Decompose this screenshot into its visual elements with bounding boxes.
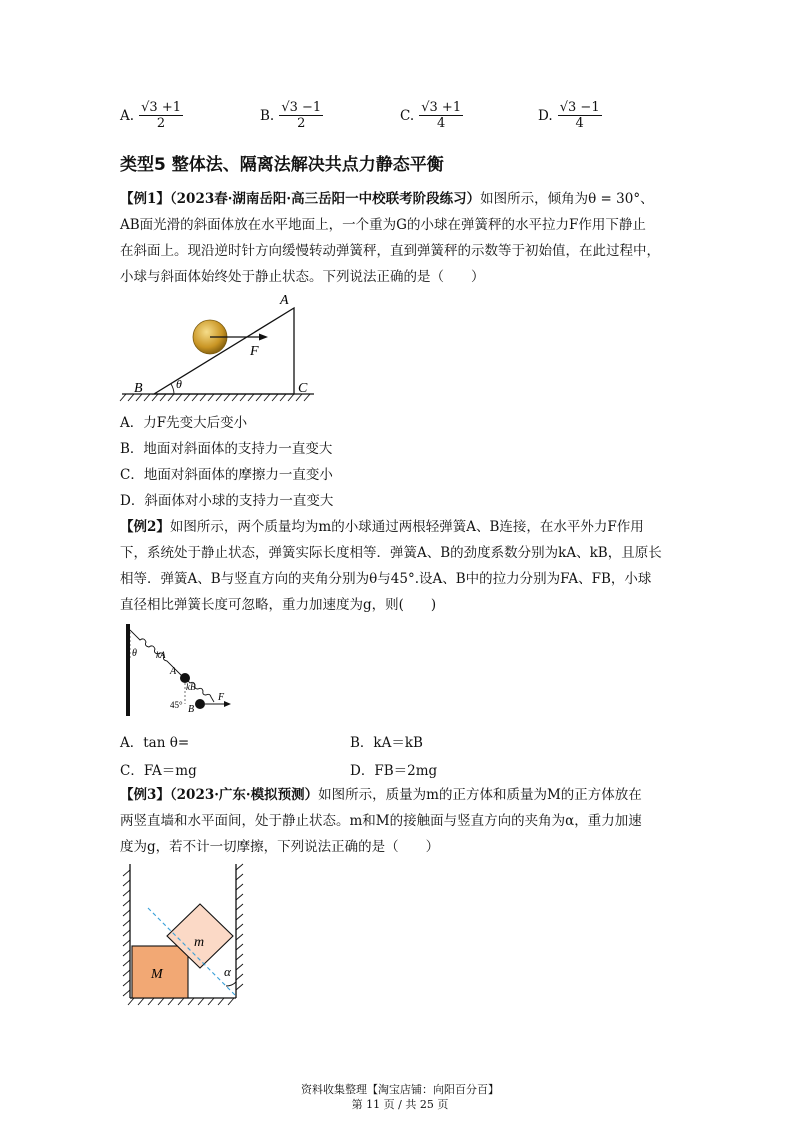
option-letter: A. bbox=[120, 108, 135, 124]
fraction-numerator: √3 +1 bbox=[141, 100, 181, 115]
option-b[interactable]: B．地面对斜面体的支持力一直变大 bbox=[120, 441, 333, 457]
fraction-denominator: 4 bbox=[437, 116, 446, 131]
right-wall-hatch bbox=[236, 864, 243, 990]
footer-page-number: 第 11 页 / 共 25 页 bbox=[351, 1098, 449, 1111]
example-1-line-1 bbox=[120, 186, 680, 212]
option-c[interactable]: C．FA＝mg bbox=[120, 763, 197, 779]
example-1-line-4: 小球与斜面体始终处于静止状态。下列说法正确的是（ ） bbox=[120, 269, 485, 285]
theta-arc bbox=[171, 384, 174, 394]
example-1-options bbox=[120, 410, 333, 514]
label-angle: 45° bbox=[170, 700, 183, 710]
prev-options-row bbox=[120, 96, 700, 140]
vertical-wall bbox=[126, 624, 130, 716]
label-big-m: M bbox=[151, 967, 163, 982]
label-c: C bbox=[298, 381, 308, 396]
option-fraction bbox=[419, 100, 463, 131]
label-a: A bbox=[280, 293, 289, 308]
option-c[interactable]: C．地面对斜面体的摩擦力一直变小 bbox=[120, 467, 333, 483]
example-3-line-2: 两竖直墙和水平面间，处于静止状态。m和M的接触面与竖直方向的夹角为α，重力加速 bbox=[120, 813, 642, 829]
fraction-denominator: 2 bbox=[156, 116, 166, 131]
label-f: F bbox=[250, 344, 259, 359]
text-line: 如图所示，两个质量均为m的小球通过两根轻弹簧A、B连接，在水平外力F作用 bbox=[169, 519, 644, 535]
fraction-numerator: √3 +1 bbox=[421, 100, 462, 115]
example-1-figure bbox=[118, 290, 318, 408]
example-3-line-1 bbox=[120, 782, 680, 808]
fraction-denominator: 2 bbox=[297, 116, 306, 131]
label-a: A bbox=[170, 666, 177, 677]
prev-option-c bbox=[400, 100, 463, 131]
label-kb: kB bbox=[186, 682, 196, 692]
example-tag: 【例1】 bbox=[120, 191, 170, 207]
example-2-line-2: 下，系统处于静止状态，弹簧实际长度相等．弹簧A、B的劲度系数分别为kA、kB，且原长 bbox=[120, 545, 662, 561]
label-alpha: α bbox=[224, 964, 231, 979]
footer-source: 资料收集整理【淘宝店铺：向阳百分百】 bbox=[301, 1083, 499, 1096]
option-b[interactable]: B．kA＝kB bbox=[350, 735, 423, 751]
ground-hatch bbox=[120, 394, 310, 401]
label-theta: θ bbox=[176, 377, 182, 391]
example-tag: 【例2】 bbox=[120, 519, 170, 535]
example-1-text bbox=[120, 186, 680, 290]
option-fraction bbox=[279, 100, 323, 131]
label-ka: kA bbox=[156, 650, 166, 660]
prev-option-d bbox=[538, 100, 602, 131]
text-line: 如图所示，倾角为θ = 30°、 bbox=[480, 191, 654, 207]
option-fraction bbox=[558, 100, 602, 131]
example-2-line-3: 相等．弹簧A、B与竖直方向的夹角分别为θ与45°.设A、B中的拉力分别为FA、FB，小球 bbox=[120, 571, 652, 587]
example-1-line-2: AB面光滑的斜面体放在水平地面上，一个重为G的小球在弹簧秤的水平拉力F作用下静止 bbox=[120, 217, 646, 233]
fraction-numerator: √3 −1 bbox=[281, 100, 322, 115]
option-d[interactable]: D．斜面体对小球的支持力一直变大 bbox=[120, 493, 334, 509]
label-f: F bbox=[218, 692, 225, 703]
option-letter: D. bbox=[538, 108, 553, 124]
option-letter: B. bbox=[260, 108, 275, 124]
label-b: B bbox=[134, 381, 143, 396]
option-d[interactable]: D．FB＝2mg bbox=[350, 763, 438, 779]
option-a[interactable]: A．力F先变大后变小 bbox=[120, 415, 248, 431]
example-3-figure bbox=[118, 860, 258, 1010]
prev-option-a bbox=[120, 100, 183, 131]
page-footer bbox=[0, 1082, 800, 1112]
example-2-figure bbox=[118, 620, 248, 720]
example-2-text bbox=[120, 514, 680, 618]
text-line: 如图所示，质量为m的正方体和质量为M的正方体放在 bbox=[318, 787, 642, 803]
example-source: （2023·广东·模拟预测） bbox=[169, 787, 319, 803]
example-3-text bbox=[120, 782, 680, 860]
label-small-m: m bbox=[194, 935, 205, 950]
left-wall-hatch bbox=[123, 870, 130, 996]
example-source: （2023春·湖南岳阳·高三岳阳一中校联考阶段练习） bbox=[169, 191, 481, 207]
option-a[interactable]: A．tan θ= bbox=[120, 735, 190, 751]
prev-option-b bbox=[260, 100, 323, 131]
alpha-arc bbox=[226, 982, 236, 986]
ball-b bbox=[195, 699, 205, 709]
label-b: B bbox=[188, 704, 195, 715]
force-arrowhead bbox=[224, 701, 231, 707]
incline-block bbox=[154, 308, 294, 394]
fraction-numerator: √3 −1 bbox=[559, 100, 600, 115]
example-2-line-4: 直径相比弹簧长度可忽略，重力加速度为g，则( ) bbox=[120, 597, 437, 613]
example-tag: 【例3】 bbox=[120, 787, 170, 803]
floor-hatch bbox=[128, 998, 234, 1005]
example-2-options bbox=[120, 730, 680, 786]
force-arrowhead bbox=[259, 334, 268, 341]
example-1-line-3: 在斜面上。现沿逆时针方向缓慢转动弹簧秤，直到弹簧秤的示数等于初始值，在此过程中， bbox=[120, 243, 660, 259]
label-theta: θ bbox=[132, 648, 137, 659]
option-fraction bbox=[139, 100, 183, 131]
example-3-line-3: 度为g，若不计一切摩擦，下列说法正确的是（ ） bbox=[120, 839, 440, 855]
example-2-line-1 bbox=[120, 514, 680, 540]
fraction-denominator: 4 bbox=[575, 116, 584, 131]
option-letter: C. bbox=[400, 108, 415, 124]
section-title: 类型5 整体法、隔离法解决共点力静态平衡 bbox=[120, 155, 444, 175]
